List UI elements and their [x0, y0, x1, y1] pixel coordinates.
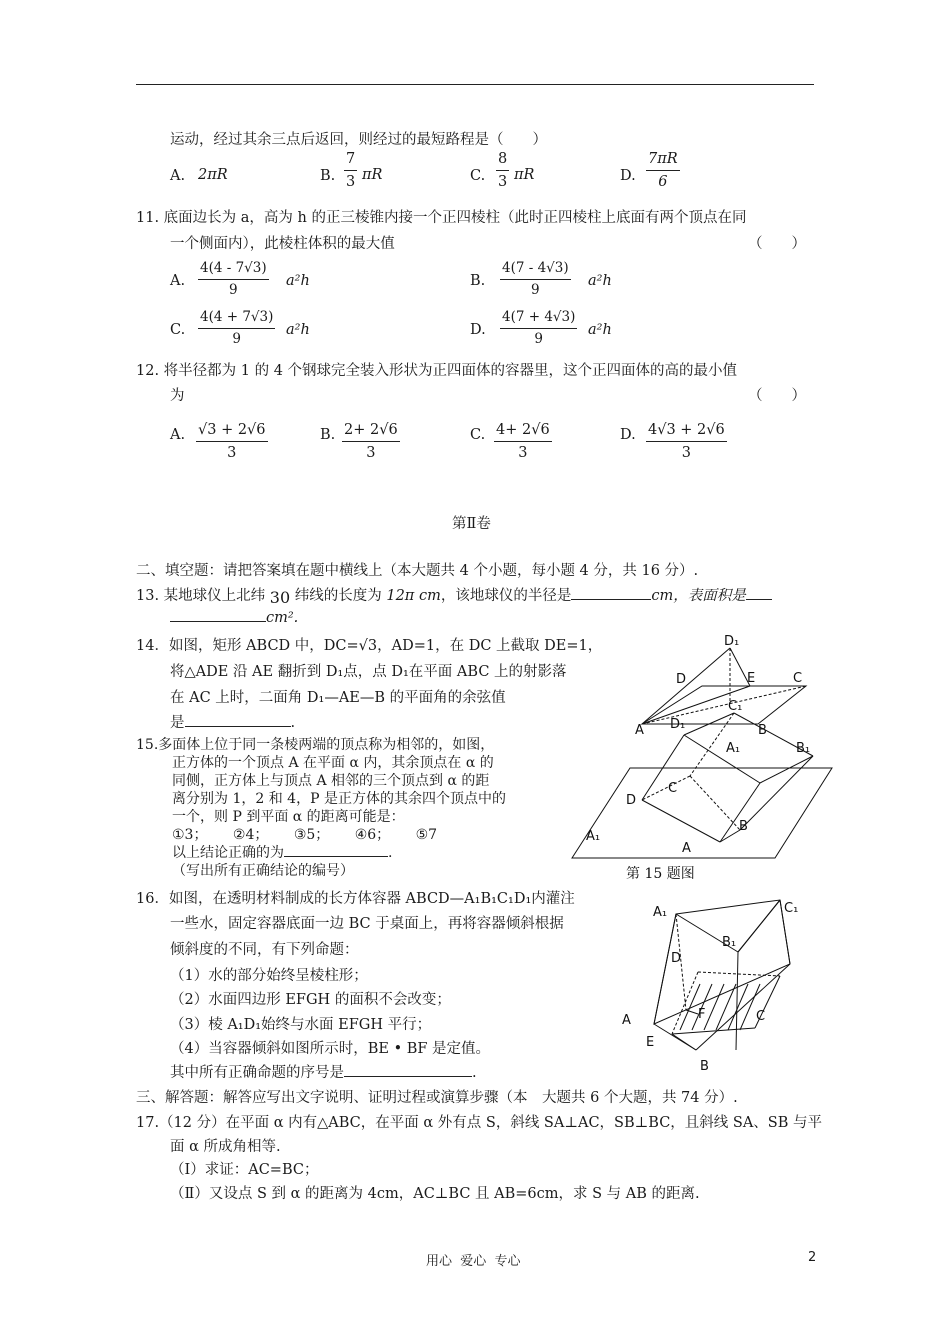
q11-line2: 一个侧面内），此棱柱体积的最大值: [170, 236, 395, 252]
q12-optC-label: C.: [470, 427, 486, 443]
q15-line3: 同侧，正方体上与顶点 A 相邻的三个顶点到 α 的距: [172, 773, 490, 789]
q13-text-d: cm，表面积是: [651, 588, 746, 604]
q11-optD-label: D.: [470, 322, 486, 338]
q11-optD-num: 4(7 + 4√3): [500, 311, 577, 329]
fig15-label-b: B: [739, 819, 748, 834]
q13-area-blank-start[interactable]: [746, 599, 772, 600]
q14-answer-blank[interactable]: [185, 726, 291, 727]
q11-optB-label: B.: [470, 273, 486, 289]
q10-optC-tail: πR: [514, 167, 535, 183]
q12-optC-den: 3: [518, 444, 528, 461]
q10-optC-frac: [496, 152, 509, 189]
q10-optB-frac: [344, 152, 357, 189]
q16-stmt3: （3）棱 A₁D₁始终与水面 EFGH 平行；: [170, 1017, 432, 1033]
q12-optD-den: 3: [681, 444, 691, 461]
fig16-label-f: F: [698, 1007, 706, 1022]
q11-optA-num: 4(4 - 7√3): [198, 262, 269, 280]
q13-line: [136, 584, 772, 605]
q16-answer-blank[interactable]: [344, 1076, 472, 1077]
q15-end: .: [388, 845, 393, 861]
q11-optA-den: 9: [229, 281, 238, 298]
q10-optB-tail: πR: [362, 167, 383, 183]
q14-text-is: 是: [170, 715, 185, 731]
footer-text: 用心 爱心 专心: [426, 1254, 521, 1269]
fig16-label-c: C: [756, 1009, 766, 1024]
figure-q15: [572, 713, 832, 858]
q16-end: .: [472, 1065, 477, 1081]
q10-optC-den: 3: [498, 173, 508, 190]
fig15-label-d1: D₁: [670, 717, 686, 732]
page-number: 2: [808, 1250, 817, 1265]
q10-optC-num: 8: [496, 152, 509, 171]
q13-text-e: cm².: [266, 610, 299, 626]
q11-optA-frac: [198, 262, 269, 297]
q12-optD-frac: [646, 423, 727, 460]
q16-line2: 一些水，固定容器底面一边 BC 于桌面上，再将容器倾斜根据: [170, 916, 564, 932]
q10-optB-num: 7: [344, 152, 357, 171]
fig15-label-c1: C₁: [728, 699, 743, 714]
q13-text-a: 13. 某地球仪上北纬: [136, 588, 266, 604]
q11-optB-tail: a²h: [588, 273, 612, 289]
q14-line2: 将△ADE 沿 AE 翻折到 D₁点，点 D₁在平面 ABC 上的射影落: [170, 664, 567, 680]
fig16-label-a1: A₁: [653, 905, 668, 920]
q14-end: .: [290, 715, 296, 731]
q12-optB-label: B.: [320, 427, 336, 443]
fig15-label-a: A: [682, 841, 691, 856]
q14-line4: [170, 711, 295, 732]
q15-choices: ①3； ②4； ③5； ④6； ⑤7: [172, 827, 438, 843]
q11-optA-tail: a²h: [286, 273, 310, 289]
q11-optB-den: 9: [531, 281, 540, 298]
q15-line7: [172, 842, 392, 862]
q12-optA-den: 3: [227, 444, 237, 461]
q11-optD-den: 9: [534, 330, 543, 347]
fig15-label-a1: A₁: [586, 829, 601, 844]
q11-line1: 11. 底面边长为 a，高为 h 的正三棱锥内接一个正四棱柱（此时正四棱柱上底面有两个顶点在同: [136, 210, 747, 226]
q17-part1: （Ⅰ）求证：AC=BC；: [170, 1162, 319, 1178]
answer-header: 三、解答题：解答应写出文字说明、证明过程或演算步骤（本 大题共 6 个大题，共 74 分）.: [136, 1090, 738, 1106]
q12-optB-frac: [342, 423, 400, 460]
q13-text-b: 纬线的长度为: [294, 588, 382, 604]
q16-stmt4: （4）当容器倾斜如图所示时，BE • BF 是定值。: [170, 1041, 491, 1057]
fig14-label-e: E: [747, 671, 756, 686]
q11-optB-frac: [500, 262, 571, 297]
q10-optD-label: D.: [620, 168, 636, 184]
q10-optD-den: 6: [658, 173, 668, 190]
geometry-figures: [570, 628, 840, 1088]
fig15-label-c: C: [668, 781, 678, 796]
q13-radius-blank[interactable]: [571, 599, 651, 600]
q16-line8: [170, 1061, 477, 1082]
fig15-label-b1: B₁: [796, 741, 811, 756]
q11-optA-label: A.: [170, 273, 186, 289]
q12-optB-den: 3: [366, 444, 376, 461]
q15-line2: 正方体的一个顶点 A 在平面 α 内，其余顶点在 α 的: [172, 755, 494, 771]
q11-optD-tail: a²h: [588, 322, 612, 338]
q12-optC-frac: [494, 423, 552, 460]
q16-stmt2: （2）水面四边形 EFGH 的面积不会改变；: [170, 992, 451, 1008]
q16-line1: 16．如图，在透明材料制成的长方体容器 ABCD—A₁B₁C₁D₁内灌注: [136, 891, 575, 907]
q12-paren: （ ）: [748, 388, 806, 404]
figure-q16: [654, 900, 790, 1050]
q13-text-c: ，该地球仪的半径是: [440, 588, 572, 604]
q15-answer-blank[interactable]: [284, 856, 388, 857]
fig16-label-d: D: [671, 951, 682, 966]
q10-optC-label: C.: [470, 168, 486, 184]
q10-optA: 2πR: [198, 167, 228, 183]
q10-optB-den: 3: [346, 173, 356, 190]
q11-optB-num: 4(7 - 4√3): [500, 262, 571, 280]
fig15-label-a1-top: A₁: [726, 741, 741, 756]
q11-optD-frac: [500, 311, 577, 346]
q12-optD-num: 4√3 + 2√6: [646, 423, 727, 442]
q11-optC-tail: a²h: [286, 322, 310, 338]
q15-line5: 一个，则 P 到平面 α 的距离可能是：: [172, 809, 405, 825]
q16-line3: 倾斜度的不同，有下列命题：: [170, 942, 359, 958]
fig14-label-b: B: [758, 723, 767, 738]
figure-q14: [642, 648, 806, 724]
q16-stmt1: （1）水的部分始终呈棱柱形；: [170, 968, 368, 984]
q15-line4: 离分别为 1，2 和 4，P 是正方体的其余四个顶点中的: [172, 791, 506, 807]
q16-text: 其中所有正确命题的序号是: [170, 1065, 344, 1081]
q10-optB-label: B.: [320, 168, 336, 184]
fill-header: 二、填空题：请把答案填在题中横线上（本大题共 4 个小题，每小题 4 分，共 16 分）.: [136, 563, 699, 579]
q12-optA-label: A.: [170, 427, 186, 443]
q15-line8: （写出所有正确结论的编号）: [172, 863, 354, 879]
q17-line2: 面 α 所成角相等.: [170, 1139, 281, 1155]
q12-optB-num: 2+ 2√6: [342, 423, 400, 442]
q10-tail: 运动，经过其余三点后返回，则经过的最短路程是（ ）: [170, 132, 547, 148]
q12-optA-frac: [196, 423, 268, 460]
q14-line1: 14．如图，矩形 ABCD 中，DC=√3，AD=1，在 DC 上截取 DE=1，: [136, 638, 603, 654]
fig16-label-a: A: [622, 1013, 631, 1028]
q15-text: 以上结论正确的为: [172, 845, 284, 861]
fig14-label-a: A: [635, 723, 644, 738]
q11-optC-num: 4(4 + 7√3): [198, 311, 275, 329]
q12-optD-label: D.: [620, 427, 636, 443]
q10-optA-label: A.: [170, 168, 186, 184]
q13-area-blank[interactable]: [170, 621, 266, 622]
fig16-label-e: E: [646, 1035, 655, 1050]
q12-optA-num: √3 + 2√6: [196, 423, 268, 442]
q12-line1: 12. 将半径都为 1 的 4 个钢球完全装入形状为正四面体的容器里，这个正四面体的高的最小值: [136, 363, 738, 379]
header-rule: [136, 84, 814, 85]
q10-optD-num: 7πR: [646, 152, 680, 171]
fig16-label-b1: B₁: [722, 935, 737, 950]
q11-optC-frac: [198, 311, 275, 346]
q12-line2: 为: [170, 388, 185, 404]
fig14-label-d1: D₁: [724, 634, 740, 649]
section-title: 第Ⅱ卷: [452, 516, 491, 532]
q13-latitude: 30: [269, 588, 291, 607]
q14-line3: 在 AC 上时，二面角 D₁—AE—B 的平面角的余弦值: [170, 690, 506, 706]
q12-optC-num: 4+ 2√6: [494, 423, 552, 442]
fig15-caption: 第 15 题图: [626, 866, 695, 882]
fig14-label-d: D: [676, 672, 687, 687]
q10-optD-frac: [646, 152, 680, 189]
q15-line1: 15.多面体上位于同一条棱两端的顶点称为相邻的，如图，: [136, 737, 495, 753]
q17-line1: 17.（12 分）在平面 α 内有△ABC，在平面 α 外有点 S，斜线 SA⊥AC，SB⊥BC，且斜线 SA、SB 与平: [136, 1115, 822, 1131]
q11-optC-label: C.: [170, 322, 186, 338]
fig14-label-c: C: [793, 671, 803, 686]
q17-part2: （Ⅱ）又设点 S 到 α 的距离为 4cm，AC⊥BC 且 AB=6cm，求 S 与 AB 的距离.: [170, 1186, 700, 1202]
q11-paren: （ ）: [748, 236, 806, 252]
q13-line2: [170, 610, 298, 626]
fig16-label-c1: C₁: [784, 901, 799, 916]
fig16-label-b: B: [700, 1059, 709, 1074]
q11-optC-den: 9: [232, 330, 241, 347]
fig15-label-d: D: [626, 793, 637, 808]
q13-length: 12π cm: [386, 588, 441, 604]
